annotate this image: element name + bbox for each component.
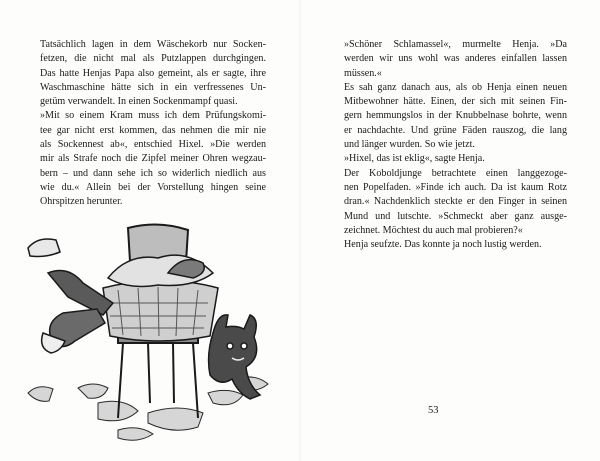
text-line: und länger wurden. So wie jetzt.: [344, 139, 475, 151]
text-line: Es sah ganz danach aus, als ob Henja einen neuen: [344, 81, 567, 93]
paragraph: [334, 238, 567, 252]
text-line: müssen.«: [344, 67, 382, 79]
right-page: [300, 0, 600, 461]
paragraph: [334, 81, 567, 152]
paragraph: [30, 38, 266, 109]
text-line: tee gar nicht erst kommen, das nehmen die mir nie: [40, 124, 266, 136]
text-line: als Sockennest ab«, entschied Hixel. »Die werden: [40, 139, 266, 151]
text-line: nen Popelfaden. »Finde ich auch. Da ist kaum Rotz: [344, 181, 567, 193]
text-line: dran.« Nachdenklich steckte er den Finger in seinen: [344, 196, 567, 208]
text-line: mir als Strafe noch die Zipfel meiner Ohren wegzau-: [40, 153, 266, 165]
paragraph: [334, 38, 567, 81]
text-line: »Schöner Schlamassel«, murmelte Henja. »Da: [344, 39, 567, 50]
scattered-socks-icon: [28, 377, 268, 440]
text-line: Ohrspitzen herunter.: [40, 196, 123, 208]
text-line: er nachdachte. Und grüne Fäden rauszog, die lang: [344, 124, 567, 136]
text-line: »Hixel, das ist eklig«, sagte Henja.: [344, 153, 485, 165]
text-line: Waschmaschine hätte sich in ein verfressenes Un-: [40, 81, 266, 93]
kobold-in-laundry-basket-with-dog-illustration: [8, 218, 288, 453]
text-line: Der Koboldjunge betrachtete einen langgezoge-: [344, 167, 567, 179]
text-line: fetzen, die nicht mal als Putzlappen durchgingen.: [40, 53, 266, 65]
dog-icon: [209, 315, 260, 399]
text-line: getüm verwandelt. In einen Sockenmampf quasi.: [40, 96, 238, 108]
text-line: zeichnet. Möchtest du auch mal probieren?«: [344, 224, 523, 236]
text-line: wie du.« Allein bei der Vorstellung hingen seine: [40, 181, 266, 193]
text-line: Mund und lutschte. »Schmeckt aber ganz ausge-: [344, 210, 567, 222]
right-text-block: [334, 38, 567, 252]
paragraph: [334, 152, 567, 166]
paragraph: [334, 167, 567, 238]
text-line: Henja seufzte. Das konnte ja noch lustig werden.: [344, 239, 542, 251]
text-line: Mitbewohner hätte. Einen, der sich mit seinen Fin-: [344, 96, 567, 108]
text-line: »Mit so einem Kram muss ich dem Prüfungskomi-: [40, 110, 266, 122]
left-text-block: [30, 38, 266, 210]
text-line: bern – und dann sehe ich so widerlich niedlich aus: [40, 167, 266, 179]
text-line: werden wir uns wohl was anderes einfallen lassen: [344, 53, 567, 65]
page-number: 53: [428, 405, 439, 416]
text-line: Das hatte Henjas Papa also gemeint, als er sagte, ihre: [40, 67, 266, 79]
paragraph: [30, 109, 266, 209]
text-line: Tatsächlich lagen in dem Wäschekorb nur Socken-: [40, 39, 266, 50]
text-line: gern hemmungslos in der Knubbelnase bohrte, wenn: [344, 110, 567, 122]
